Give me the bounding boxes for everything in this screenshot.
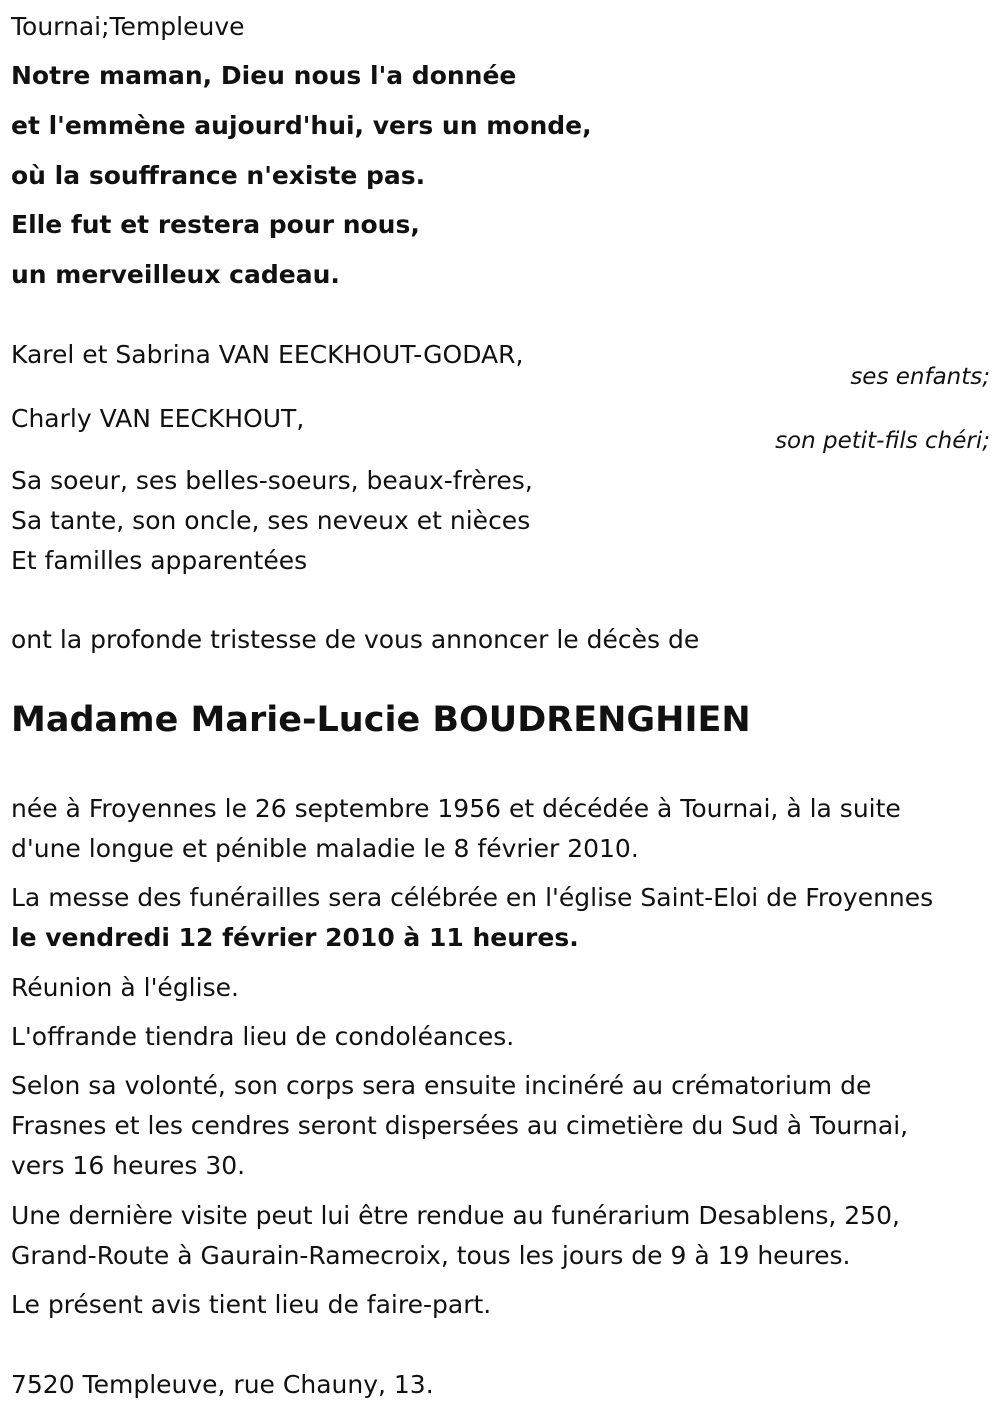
- address: 7520 Templeuve, rue Chauny, 13.: [11, 1370, 434, 1399]
- announcement: ont la profonde tristesse de vous annoncer le décès de: [11, 625, 700, 654]
- meeting-line: Réunion à l'église.: [11, 973, 239, 1002]
- birth-line: d'une longue et pénible maladie le 8 février 2010.: [11, 834, 639, 863]
- cremation-line: Frasnes et les cendres seront dispersées au cimetière du Sud à Tournai,: [11, 1111, 909, 1140]
- children-role: ses enfants;: [850, 364, 990, 390]
- poem-line: Elle fut et restera pour nous,: [11, 210, 420, 239]
- location-header: Tournai;Templeuve: [11, 12, 245, 41]
- visit-line: Une dernière visite peut lui être rendue au funérarium Desablens, 250,: [11, 1201, 900, 1230]
- grandson-role: son petit-fils chéri;: [775, 428, 990, 454]
- poem-line: où la souffrance n'existe pas.: [11, 161, 426, 190]
- mass-line: La messe des funérailles sera célébrée en l'église Saint-Eloi de Froyennes: [11, 883, 934, 912]
- poem-line: Notre maman, Dieu nous l'a donnée: [11, 61, 517, 90]
- cremation-line: Selon sa volonté, son corps sera ensuite incinéré au crématorium de: [11, 1071, 872, 1100]
- relatives-line: Sa soeur, ses belles-soeurs, beaux-frères,: [11, 466, 533, 495]
- visit-line: Grand-Route à Gaurain-Ramecroix, tous les jours de 9 à 19 heures.: [11, 1241, 851, 1270]
- offering-line: L'offrande tiendra lieu de condoléances.: [11, 1022, 515, 1051]
- birth-line: née à Froyennes le 26 septembre 1956 et décédée à Tournai, à la suite: [11, 794, 901, 823]
- children-names: Karel et Sabrina VAN EECKHOUT-GODAR,: [11, 340, 524, 369]
- cremation-line: vers 16 heures 30.: [11, 1151, 246, 1180]
- deceased-name: Madame Marie-Lucie BOUDRENGHIEN: [11, 700, 751, 740]
- grandson-name: Charly VAN EECKHOUT,: [11, 404, 305, 433]
- poem-line: et l'emmène aujourd'hui, vers un monde,: [11, 111, 592, 140]
- notice-line: Le présent avis tient lieu de faire-part.: [11, 1290, 492, 1319]
- mass-date: le vendredi 12 février 2010 à 11 heures.: [11, 923, 579, 952]
- relatives-line: Et familles apparentées: [11, 546, 308, 575]
- poem-line: un merveilleux cadeau.: [11, 260, 340, 289]
- relatives-line: Sa tante, son oncle, ses neveux et nièces: [11, 506, 531, 535]
